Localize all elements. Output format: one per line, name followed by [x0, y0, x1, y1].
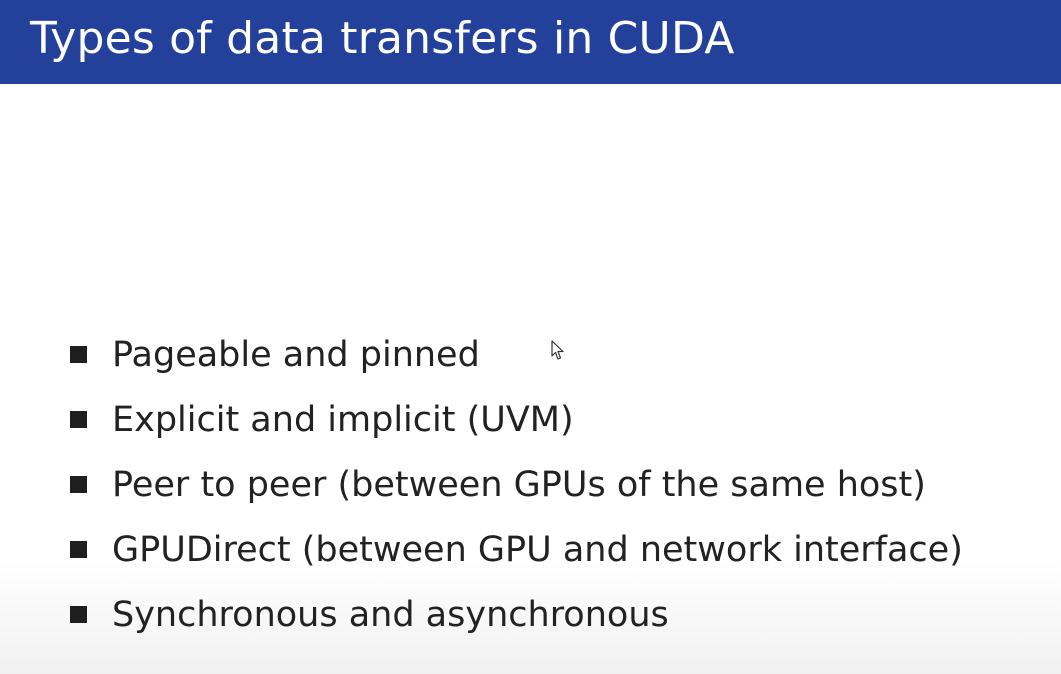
bullet-text: Explicit and implicit (UVM)	[112, 399, 574, 440]
mouse-pointer-icon	[551, 340, 565, 362]
bullet-item	[70, 322, 963, 387]
square-bullet-icon	[70, 476, 87, 493]
square-bullet-icon	[70, 606, 87, 623]
square-bullet-icon	[70, 411, 87, 428]
bullet-text: Synchronous and asynchronous	[112, 594, 669, 635]
bullet-list	[70, 322, 963, 647]
bullet-text: GPUDirect (between GPU and network interface)	[112, 529, 963, 570]
bullet-item	[70, 582, 963, 647]
title-bar	[0, 0, 1061, 84]
slide-title: Types of data transfers in CUDA	[30, 13, 735, 64]
bullet-text: Peer to peer (between GPUs of the same host)	[112, 464, 926, 505]
square-bullet-icon	[70, 541, 87, 558]
bullet-item	[70, 387, 963, 452]
bullet-text: Pageable and pinned	[112, 334, 480, 375]
square-bullet-icon	[70, 346, 87, 363]
bullet-item	[70, 452, 963, 517]
bullet-item	[70, 517, 963, 582]
